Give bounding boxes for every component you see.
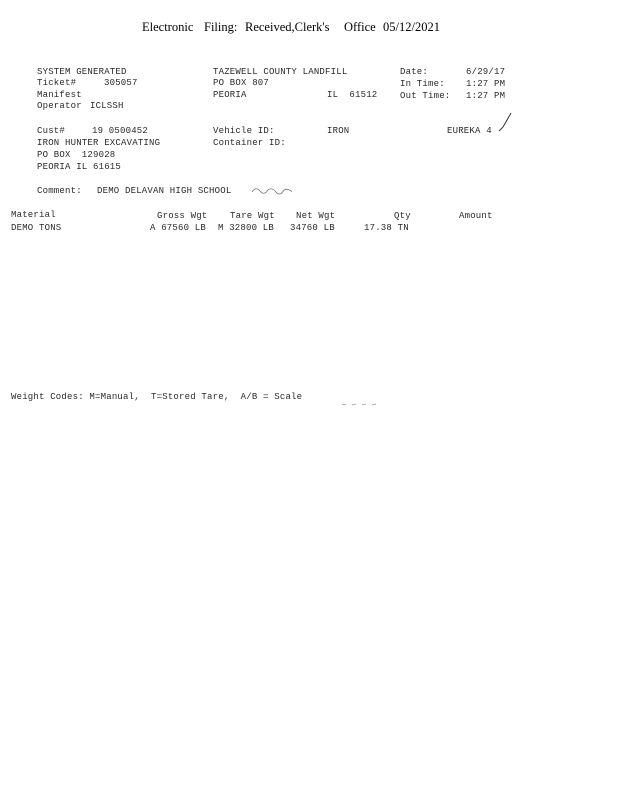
in-time-label: In Time: <box>400 79 445 89</box>
header-gross-wgt: Gross Wgt <box>157 211 208 221</box>
cust-label: Cust# <box>37 126 66 136</box>
customer-name: IRON HUNTER EXCAVATING <box>37 138 161 148</box>
filing-header <box>0 20 618 36</box>
landfill-city: PEORIA <box>213 90 247 100</box>
filing-header-received: Received,Clerk's <box>245 20 330 34</box>
faint-marks <box>340 400 380 408</box>
ticket-number: 305057 <box>104 78 138 88</box>
landfill-address: PO BOX 807 <box>213 78 270 88</box>
filing-header-electronic: Electronic <box>142 20 194 34</box>
row-net-wgt: 34760 LB <box>290 223 335 233</box>
ticket-number-label: Ticket# <box>37 78 77 88</box>
filing-header-date: 05/12/2021 <box>383 20 440 34</box>
row-gross-wgt: A 67560 LB <box>150 223 207 233</box>
header-material: Material <box>11 210 56 220</box>
location-value: EUREKA 4 <box>447 126 492 136</box>
date-label: Date: <box>400 67 429 77</box>
header-amount: Amount <box>459 211 493 221</box>
row-tare-wgt: M 32800 LB <box>218 223 275 233</box>
in-time-value: 1:27 PM <box>466 79 506 89</box>
operator-label: Operator <box>37 101 82 111</box>
landfill-name: TAZEWELL COUNTY LANDFILL <box>213 67 348 77</box>
operator-value: ICLSSH <box>90 101 124 111</box>
handwriting-scribble <box>250 184 294 196</box>
comment-value: DEMO DELAVAN HIGH SCHOOL <box>97 186 232 196</box>
cust-number: 19 0500452 <box>92 126 149 136</box>
row-material: DEMO TONS <box>11 223 62 233</box>
filing-header-office: Office <box>344 20 376 34</box>
check-mark-icon <box>497 111 513 135</box>
landfill-state-zip: IL 61512 <box>327 90 378 100</box>
header-net-wgt: Net Wgt <box>296 211 336 221</box>
date-value: 6/29/17 <box>466 67 506 77</box>
manifest-label: Manifest <box>37 90 82 100</box>
customer-po-box: PO BOX 129028 <box>37 150 116 160</box>
comment-label: Comment: <box>37 186 82 196</box>
out-time-value: 1:27 PM <box>466 91 506 101</box>
system-generated-label: SYSTEM GENERATED <box>37 67 127 77</box>
row-qty: 17.38 TN <box>364 223 409 233</box>
vehicle-value: IRON <box>327 126 350 136</box>
container-label: Container ID: <box>213 138 286 148</box>
weight-codes-legend: Weight Codes: M=Manual, T=Stored Tare, A/B = Scale <box>11 392 303 402</box>
header-tare-wgt: Tare Wgt <box>230 211 275 221</box>
customer-city: PEORIA IL 61615 <box>37 162 122 172</box>
vehicle-label: Vehicle ID: <box>213 126 275 136</box>
header-qty: Qty <box>394 211 411 221</box>
out-time-label: Out Time: <box>400 91 451 101</box>
filing-header-filing: Filing: <box>204 20 238 34</box>
